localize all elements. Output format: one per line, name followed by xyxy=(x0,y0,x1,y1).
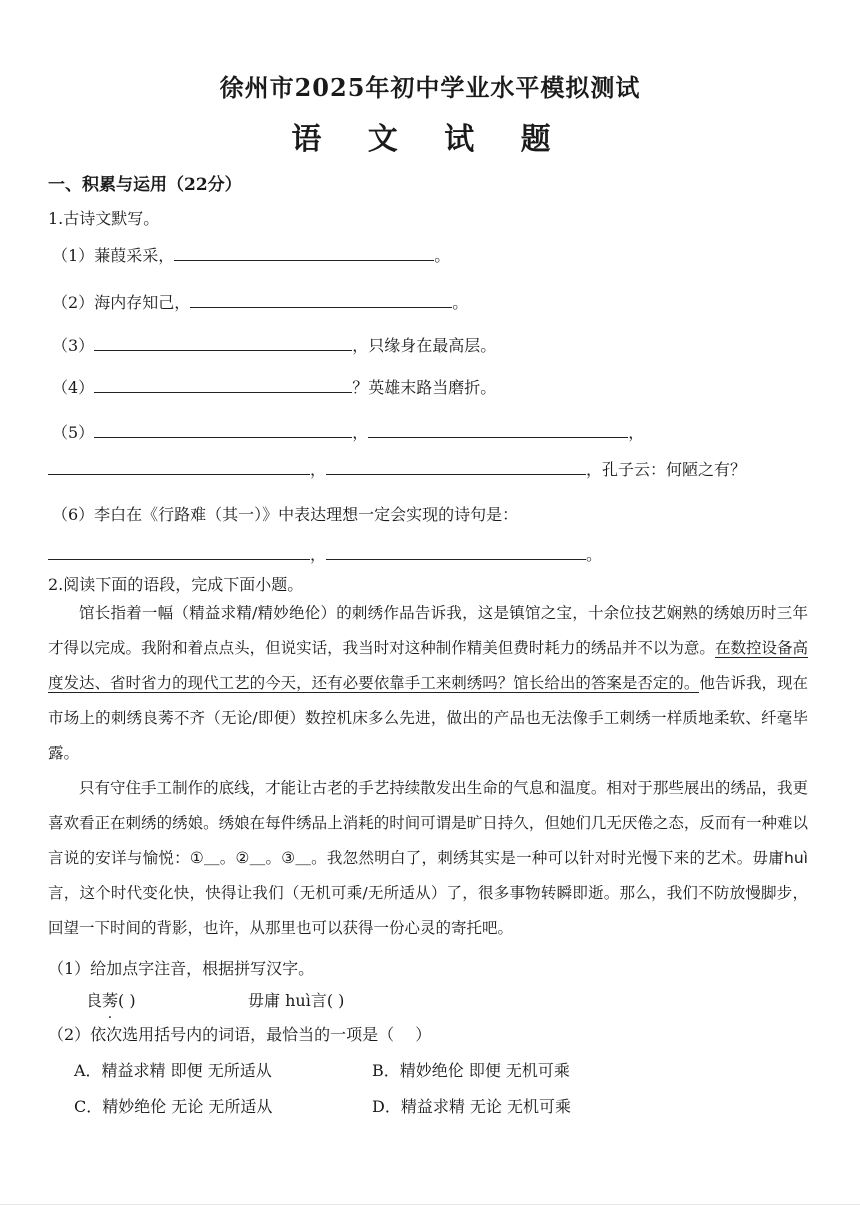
item-number: （5） xyxy=(52,423,95,442)
item-separator: ， xyxy=(310,460,327,479)
item-suffix: ，只缘身在最高层。 xyxy=(352,336,497,355)
subquestion-1-item-b[interactable]: 毋庸 huì言( ) xyxy=(248,991,345,1010)
item-prefix: 蒹葭采采， xyxy=(94,246,175,265)
answer-blank[interactable] xyxy=(190,293,452,308)
item-prefix: 海内存知己， xyxy=(94,293,191,312)
item-prefix: 良 xyxy=(86,991,103,1010)
subquestion-1-item-a xyxy=(86,988,136,1011)
subquestion-2-label: （2）依次选用括号内的词语，最恰当的一项是（ ） xyxy=(48,1025,432,1044)
answer-blank[interactable] xyxy=(48,460,310,475)
dotted-character: 莠 xyxy=(158,709,174,727)
q1-item-6-answer xyxy=(48,542,602,565)
item-suffix: 。 xyxy=(452,293,469,312)
q1-item-6: （6）李白在《行路难（其一）》中表达理想一定会实现的诗句是： xyxy=(52,505,519,524)
passage-text: 他告诉我，现在市场上的刺绣良 xyxy=(48,674,808,727)
item-separator: ， xyxy=(310,545,327,564)
q1-item-5-line-2 xyxy=(48,457,746,480)
answer-blank[interactable] xyxy=(94,336,352,351)
subquestion-1-label: （1）给加点字注音，根据拼写汉字。 xyxy=(48,959,315,978)
section-heading: 一、积累与运用（22分） xyxy=(48,175,242,195)
passage-paragraph-1 xyxy=(48,596,808,771)
item-number: （3） xyxy=(52,336,95,355)
item-end: ，孔子云：何陋之有？ xyxy=(586,460,747,479)
answer-blank[interactable] xyxy=(174,246,434,261)
passage-text: 馆长指着一幅（精益求精/精妙绝伦）的刺绣作品告诉我，这是镇馆之宝，十余位技艺娴熟的绣娘历时三年才得以完成。我附和着点点头，但说实话，我当时对这种制作精美但费时耗力的绣品并不以为意。 xyxy=(48,604,808,657)
dotted-character: 莠 xyxy=(102,991,119,1010)
reading-passage xyxy=(48,596,808,946)
q1-item-2 xyxy=(52,290,468,313)
q1-item-3 xyxy=(52,333,496,356)
underlined-sentence: 在数控设备高度发达、省时省力的现代工艺的今天，还有必要依靠手工来刺绣吗？馆长给出的答案是否定的。 xyxy=(48,639,808,692)
answer-paren[interactable]: ( ) xyxy=(118,991,136,1010)
q1-item-4 xyxy=(52,375,496,398)
option-c[interactable]: C．精妙绝伦 无论 无所适从 xyxy=(74,1097,273,1116)
question-2-label: 2.阅读下面的语段，完成下面小题。 xyxy=(48,575,304,594)
q1-item-5 xyxy=(52,420,644,443)
q1-item-1 xyxy=(52,243,450,266)
option-d[interactable]: D．精益求精 无论 无机可乘 xyxy=(372,1097,572,1116)
answer-blank[interactable] xyxy=(326,545,586,560)
answer-blank[interactable] xyxy=(48,545,310,560)
item-number: （4） xyxy=(52,378,95,397)
answer-blank[interactable] xyxy=(368,423,628,438)
item-end: ， xyxy=(628,423,645,442)
exam-title: 徐州市2025年初中学业水平模拟测试 xyxy=(219,73,641,102)
item-suffix: ？英雄末路当磨折。 xyxy=(352,378,497,397)
answer-blank[interactable] xyxy=(94,378,352,393)
answer-blank[interactable] xyxy=(94,423,352,438)
exam-subtitle: 语 文 试 题 xyxy=(291,122,569,157)
item-separator: ， xyxy=(352,423,369,442)
item-suffix: 。 xyxy=(434,246,451,265)
item-number: （1） xyxy=(52,246,95,265)
page-bottom-divider xyxy=(0,1204,860,1205)
passage-paragraph-2: 只有守住手工制作的底线，才能让古老的手艺持续散发出生命的气息和温度。相对于那些展出的绣品，我更喜欢看正在刺绣的绣娘。绣娘在每件绣品上消耗的时间可谓是旷日持久，但她们几无厌倦之态，反而有一种难以言说的安详与愉悦：①＿。②＿。③＿。我忽然明白了，刺绣其实是一种可以针对时光慢下来的艺术。毋庸huì言，这个时代变化快，快得让我们（无机可乘/无所适从）了，很多事物转瞬即逝。那么，我们不防放慢脚步，回望一下时间的背影，也许，从那里也可以获得一份心灵的寄托吧。 xyxy=(48,779,808,937)
answer-blank[interactable] xyxy=(326,460,586,475)
option-b[interactable]: B．精妙绝伦 即便 无机可乘 xyxy=(372,1061,570,1080)
option-a[interactable]: A．精益求精 即便 无所适从 xyxy=(74,1061,272,1080)
passage-text: 不齐（无论/即便）数控机床多么先进，做出的产品也无法像手工刺绣一样质地柔软、纤毫毕露。 xyxy=(48,709,808,762)
item-number: （2） xyxy=(52,293,95,312)
item-end: 。 xyxy=(586,545,603,564)
question-1-label: 1.古诗文默写。 xyxy=(48,209,160,228)
